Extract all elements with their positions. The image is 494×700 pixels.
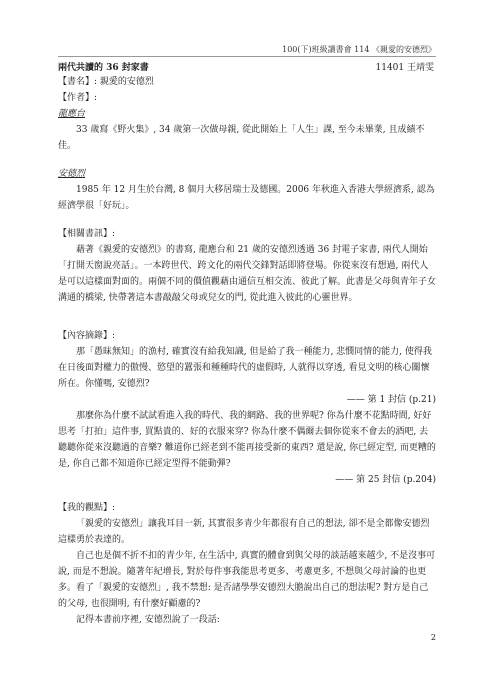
related-section	[58, 226, 436, 306]
author1-name: 龍應台	[58, 109, 86, 119]
author2-section	[58, 166, 436, 214]
opinion-section	[58, 500, 436, 628]
header-rule	[58, 56, 436, 57]
opinion-para-2: 自己也是個不折不扣的青少年, 在生活中, 真實的體會到與父母的談話越來越少, 不是沒事可說, 而是不想說。隨著年紀增長, 對於每件事我能思考更多、考慮更多, 不想與父母討論的也更多。看了「親愛的安德烈」, 我不禁想: 是否諸學學安德烈大膽說出自己的想法呢? 對方是自己的父母, 也很開明, 有什麼好顧慮的?	[58, 551, 436, 609]
meta-section	[58, 74, 436, 106]
page-number: 2	[430, 633, 436, 642]
excerpt-ref-2: —— 第 25 封信 (p.204)	[335, 475, 436, 485]
author2-bio: 1985 年 12 月生於台灣, 8 個月大移居瑞士及德國。2006 年秋進入香港大學經濟系, 認為經濟學很「好玩」。	[58, 185, 435, 211]
author2-name: 安德烈	[58, 169, 86, 179]
excerpt-section	[58, 328, 436, 488]
author1-bio: 33 歲寫《野火集》, 34 歲第一次做母親, 從此開始上「人生」課, 至今未畢業, 且成績不佳。	[58, 125, 425, 151]
running-header: 100(下)班級讀書會 114 《親愛的安德烈》	[282, 45, 436, 54]
excerpt-para-1: 那「愚昧無知」的漁村, 確實沒有給我知識, 但是給了我一種能力, 悲憫同情的能力, 使得我在日後面對權力的傲慢、慾望的囂張和種種時代的虛假時, 人就得以穿透, 看見文明的核心關懷所在。你懂嗎, 安德烈?	[58, 347, 432, 389]
excerpt-ref-1: —— 第 1 封信 (p.21)	[346, 395, 436, 405]
author-label: 【作者】:	[58, 93, 98, 103]
author1-section	[58, 106, 436, 154]
excerpt-heading: 【內容摘錄】:	[58, 331, 116, 341]
author-tag: 11401 王靖雯	[375, 63, 434, 73]
excerpt-para-2: 那麼你為什麼不試試看進入我的時代、我的網路、我的世界呢? 你為什麼不花點時間, 好好思考「打拍」這件事, 買點貴的、好的衣服來穿? 你為什麼不偶爾去個你從來不會去的酒吧, 去聽聽你從來沒聽過的音樂? 難道你已經老到不能再接受新的東西? 還是說, 你已經定型, 而更糟的是, 你自己都不知道你已經定型得不能動彈?	[58, 411, 436, 469]
related-heading: 【相關書訊】:	[58, 229, 116, 239]
book-name: 【書名】: 親愛的安德烈	[58, 77, 154, 87]
document-title: 兩代共讀的 36 封家書	[58, 63, 149, 73]
related-text: 藉著《親愛的安德烈》的書寫, 龍應台和 21 歲的安德烈透過 36 封電子家書, 兩代人開始「打開天窗說亮話」。一本跨世代、跨文化的兩代交鋒對話即將登場。你從來沒有想過, 兩代人是可以這樣面對面的。兩個不同的價值觀藉由通信互相交流、彼此了解。此書是父母與青年子女溝通的橋梁, 快帶著這本書敲敲父母或兒女的門, 從此進入彼此的心靈世界。	[58, 245, 437, 303]
opinion-para-1: 「親愛的安德烈」讓我耳目一新, 其實很多青少年都很有自己的想法, 卻不是全都像安德烈這樣勇於表達的。	[58, 519, 430, 545]
opinion-heading: 【我的觀點】:	[58, 503, 116, 513]
title-row	[58, 60, 434, 73]
opinion-para-3: 記得本書前序裡, 安德烈說了一段話:	[76, 615, 220, 625]
